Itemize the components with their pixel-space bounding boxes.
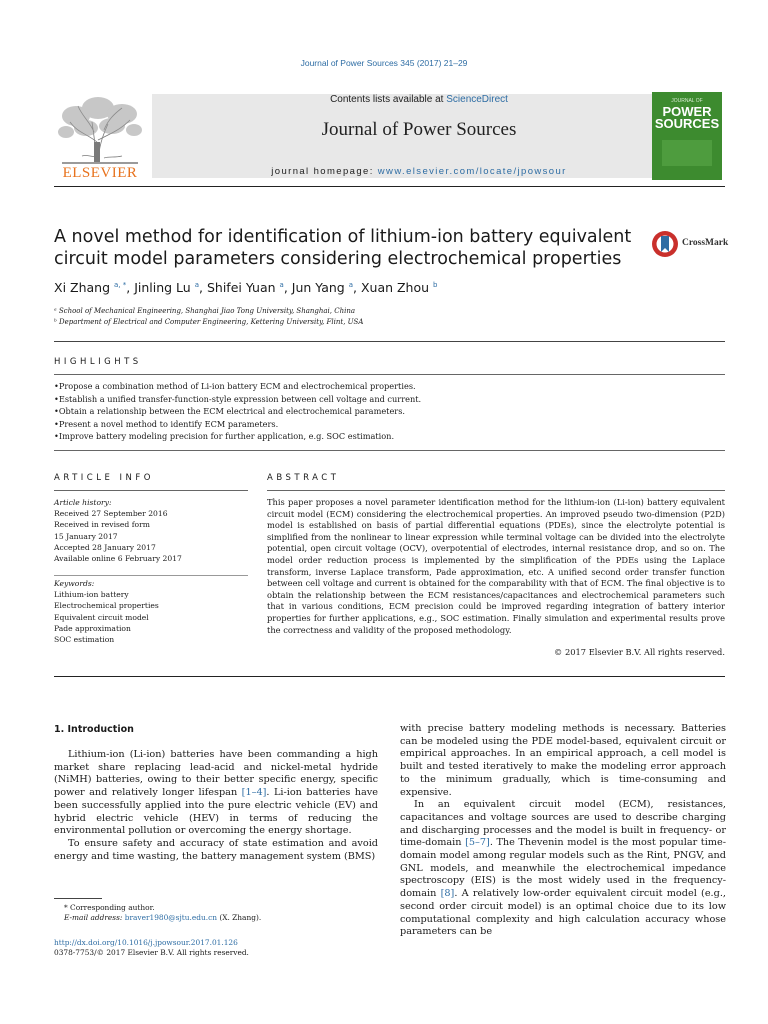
abstract-heading: ABSTRACT bbox=[267, 473, 340, 483]
footnotes bbox=[54, 903, 384, 924]
paragraph-text: . Li-ion batteries have been successfully applied into the pure electric vehicle (EV) and hybrid electric vehicle (HEV) in terms of reducing the environmental pollution or overcoming the energy shortage. bbox=[54, 787, 378, 837]
affiliation: ᵃ School of Mechanical Engineering, Shanghai Jiao Tong University, Shanghai, China bbox=[54, 307, 356, 315]
cover-small-text: JOURNAL OF bbox=[671, 98, 703, 104]
section-rule bbox=[54, 490, 248, 491]
contents-prefix: Contents lists available at bbox=[330, 94, 447, 105]
paragraph: To ensure safety and accuracy of state estimation and avoid energy and time wasting, the battery management system (BMS) bbox=[54, 837, 378, 862]
section-rule bbox=[54, 676, 725, 677]
keyword: Lithium-ion battery bbox=[54, 590, 129, 600]
journal-masthead bbox=[52, 92, 722, 182]
issn-copyright: 0378-7753/© 2017 Elsevier B.V. All rights reserved. bbox=[54, 948, 249, 958]
cover-graphic bbox=[662, 140, 712, 166]
highlight-item: • Establish a unified transfer-function-style expression between cell voltage and current. bbox=[54, 393, 714, 406]
journal-citation[interactable]: Journal of Power Sources 345 (2017) 21–29 bbox=[300, 58, 468, 68]
history-item: Accepted 28 January 2017 bbox=[54, 542, 156, 552]
history-item: Available online 6 February 2017 bbox=[54, 554, 182, 564]
masthead-band bbox=[152, 94, 686, 178]
homepage-line bbox=[152, 166, 686, 177]
section-rule bbox=[54, 374, 725, 375]
section-rule bbox=[54, 450, 725, 451]
author[interactable] bbox=[54, 280, 126, 295]
paragraph bbox=[54, 749, 378, 838]
keyword: SOC estimation bbox=[54, 635, 115, 645]
author[interactable] bbox=[292, 280, 353, 295]
publisher-wordmark: ELSEVIER bbox=[62, 165, 138, 181]
corresponding-author-note: * Corresponding author. bbox=[64, 903, 155, 912]
paragraph: with precise battery modeling methods is necessary. Batteries can be modeled using the PDE model-based, equivalent circuit or empirical approaches. In an empirical approach, a cell model is built and tested iteratively to make the modeling error approach to the minimum gradually, which is time-consuming and expensive. bbox=[400, 723, 726, 798]
masthead-rule bbox=[54, 186, 725, 187]
doi-link[interactable]: http://dx.doi.org/10.1016/j.jpowsour.2017.01.126 bbox=[54, 938, 238, 947]
journal-name: Journal of Power Sources bbox=[321, 119, 517, 140]
author-name: Xuan Zhou bbox=[360, 280, 430, 295]
paragraph-text: Lithium-ion (Li-ion) batteries have been commanding a high market share replacing lead-acid and nickel-metal hydride (NiMH) batteries, owing to their better specific energy, specific power and relatively longer lifespan bbox=[54, 749, 378, 799]
citation-link[interactable]: [1–4] bbox=[241, 787, 267, 799]
author[interactable] bbox=[134, 280, 199, 295]
author-marks: a, * bbox=[114, 280, 127, 289]
paragraph-text: . The Thevenin model is the most popular time-domain model among regular models such as the Rint, PNGV, and GNL models, and meanwhile the electrochemical impedance spectroscopy (EIS) is the most widely used in the frequency-domain bbox=[400, 837, 726, 900]
section-rule bbox=[267, 490, 725, 491]
highlight-item: • Propose a combination method of Li-ion battery ECM and electrochemical properties. bbox=[54, 380, 714, 393]
crossmark-badge[interactable] bbox=[651, 230, 731, 260]
author[interactable] bbox=[207, 280, 284, 295]
cover-title bbox=[652, 106, 722, 130]
paper-title: A novel method for identification of lithium-ion battery equivalent circuit model parameters considering electrochemical properties bbox=[54, 227, 632, 269]
sciencedirect-link[interactable]: ScienceDirect bbox=[446, 94, 508, 105]
keywords-label: Keywords: bbox=[54, 579, 95, 588]
email-link[interactable]: braver1980@sjtu.edu.cn bbox=[124, 913, 217, 923]
author-name: Shifei Yuan bbox=[206, 280, 276, 295]
section-rule bbox=[54, 341, 725, 342]
crossmark-label: CrossMark bbox=[682, 238, 729, 248]
author[interactable] bbox=[361, 280, 438, 295]
paragraph-text: . A relatively low-order equivalent circuit model (e.g., second order circuit model) is an optimal choice due to its low computational complexity and high calculation accuracy whose parameters can be bbox=[400, 888, 726, 938]
contents-line bbox=[152, 94, 686, 105]
citation-link[interactable]: [8] bbox=[440, 888, 455, 900]
article-info-heading: ARTICLE INFO bbox=[54, 473, 154, 483]
article-history bbox=[54, 497, 254, 564]
homepage-prefix: journal homepage: bbox=[271, 166, 378, 177]
journal-cover[interactable] bbox=[652, 92, 722, 180]
info-divider bbox=[54, 575, 248, 576]
elsevier-logo[interactable] bbox=[52, 92, 148, 182]
paragraph bbox=[400, 799, 726, 939]
history-item: Received in revised form bbox=[54, 520, 150, 530]
paragraph-text: In an equivalent circuit model (ECM), resistances, capacitances and voltage sources are used to describe charging and discharging processes and the model is built in frequency- or time-domain bbox=[400, 799, 726, 849]
highlight-item: • Obtain a relationship between the ECM electrical and electrochemical parameters. bbox=[54, 405, 714, 418]
author-name: Jun Yang bbox=[291, 280, 345, 295]
author-marks: a bbox=[194, 280, 200, 289]
keywords-block bbox=[54, 578, 254, 645]
keyword: Electrochemical properties bbox=[54, 601, 159, 611]
author-name: Xi Zhang bbox=[54, 280, 111, 295]
abstract-copyright: © 2017 Elsevier B.V. All rights reserved. bbox=[554, 647, 725, 657]
homepage-link[interactable]: www.elsevier.com/locate/jpowsour bbox=[377, 166, 567, 177]
history-item: 15 January 2017 bbox=[54, 531, 118, 541]
email-suffix: (X. Zhang). bbox=[216, 913, 262, 923]
affiliations bbox=[54, 306, 363, 328]
author-marks: a bbox=[279, 280, 284, 289]
email-note bbox=[54, 913, 384, 923]
author-marks: a bbox=[348, 280, 353, 289]
email-label: E-mail address: bbox=[64, 913, 125, 923]
history-label: Article history: bbox=[54, 498, 112, 507]
author-list: Xi Zhang $^{a, *}$, Jinling Lu $^a$, Shifei Yuan $^a$, Jun Yang $^a$, Xuan Zhou $^b$ bbox=[54, 280, 438, 295]
author-marks: b bbox=[433, 280, 438, 289]
section-heading-introduction: 1. Introduction bbox=[54, 724, 134, 735]
body-column-right bbox=[400, 723, 726, 939]
cover-title-line-1: POWER bbox=[662, 104, 712, 119]
highlights-heading: HIGHLIGHTS bbox=[54, 357, 142, 367]
affiliation: ᵇ Department of Electrical and Computer Engineering, Kettering University, Flint, USA bbox=[54, 318, 364, 326]
keyword: Equivalent circuit model bbox=[54, 612, 149, 622]
highlight-item: • Improve battery modeling precision for further application, e.g. SOC estimation. bbox=[54, 430, 714, 443]
author-name: Jinling Lu bbox=[134, 280, 191, 295]
crossmark-icon bbox=[651, 230, 679, 258]
history-item: Received 27 September 2016 bbox=[54, 509, 168, 519]
body-column-left bbox=[54, 749, 378, 863]
citation-link[interactable]: [5–7] bbox=[465, 837, 490, 849]
abstract-text: This paper proposes a novel parameter identification method for the lithium-ion (Li-ion) battery equivalent circuit model (ECM) considering the electrochemical properties. An improved pseudo two-dimension (P2D) model is established on basis of partial differential equations (PDEs), since the electrolyte potential is simplified from the nonlinear to linear expression while terminal voltage can be divided into the electrolyte potential, open circuit voltage (OCV), overpotential of electrodes, internal resistance drop, and so on. The model order reduction process is implemented by the simplification of the PDEs using the Laplace transform, inverse Laplace transform, Pade approximation, etc. A unified second order transfer function between cell voltage and current is obtained for the comparability with that of ECM. The final objective is to obtain the relationship between the ECM resistances/capacitances and electrochemical parameters such that in various conditions, ECM precision could be improved regarding integration of battery interior properties for further applications, e.g., SOC estimation. Finally simulation and experimental results prove the correctness and validity of the proposed methodology. bbox=[267, 497, 725, 635]
cover-title-line-2: SOURCES bbox=[654, 116, 720, 131]
keyword: Pade approximation bbox=[54, 623, 131, 633]
doi-block bbox=[54, 938, 249, 959]
highlights-list bbox=[54, 380, 714, 443]
footnote-rule bbox=[54, 898, 102, 899]
highlight-item: • Present a novel method to identify ECM parameters. bbox=[54, 418, 714, 431]
